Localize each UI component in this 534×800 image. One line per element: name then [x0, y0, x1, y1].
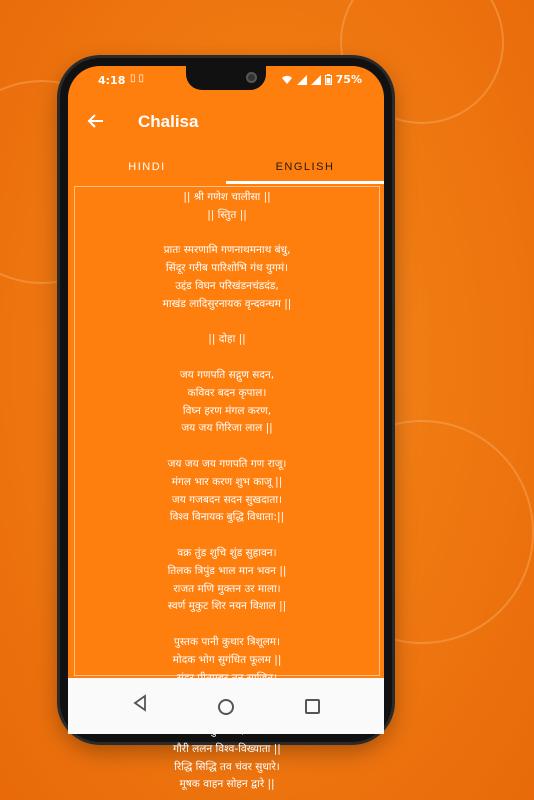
system-nav-bar [68, 678, 384, 734]
chalisa-line [75, 314, 379, 332]
chalisa-line: उद्दंड विघन परिखंडनचंडदंड, [175, 279, 279, 292]
camera-icon [246, 72, 257, 83]
chalisa-line: प्रातः स्मरणामि गणनाथमनाथ बंधु, [163, 244, 291, 257]
chalisa-line: कविवर बदन कृपाल। [187, 386, 267, 399]
battery-percentage: 75% [335, 73, 362, 86]
chalisa-line: सिंदूर गरीब पारिशोभि गंध युगमं। [165, 262, 289, 275]
wifi-icon [281, 75, 293, 85]
chalisa-line: वक्र तुंड शुचि शुंड सुहावन। [177, 546, 277, 559]
status-right [281, 73, 362, 86]
chalisa-line: पुस्तक पानी कुथार त्रिशूलम। [173, 635, 281, 648]
chalisa-line: जय जय गिरिजा लाल || [181, 422, 273, 435]
chalisa-line: || स्तुित || [207, 208, 247, 221]
chalisa-line: गौरी ललन विश्व-विख्याता || [173, 742, 281, 755]
phone-screen [68, 66, 384, 791]
chalisa-line: मोदक भोग सुगंधित फूलम || [172, 653, 282, 666]
arrow-left-icon[interactable] [88, 111, 104, 131]
tab-indicator [226, 181, 384, 184]
chalisa-line [75, 349, 379, 367]
signal-icon [311, 75, 321, 85]
tab-hindi[interactable]: HINDI [128, 161, 166, 173]
battery-icon [325, 74, 332, 85]
sim-card-icon: ▯▯ [130, 73, 148, 84]
chalisa-line: रिद्धि सिद्धि तव चंवर सुधारे। [174, 760, 280, 773]
chalisa-line: विश्व विनायक बुद्धि विधाता:|| [169, 511, 285, 524]
status-time: 4:18 [98, 74, 126, 87]
page-title: Chalisa [138, 112, 199, 131]
chalisa-line: जय गणपति सद्गुण सदन, [179, 368, 275, 381]
chalisa-line: मंगल भार करण शुभ काजू || [171, 475, 283, 488]
chalisa-line: मूषक वाहन सोहन द्वारे || [179, 778, 275, 791]
chalisa-line: || दोहा || [208, 333, 246, 346]
chalisa-line: स्वर्ण मुकुट शिर नयन विशाल || [167, 600, 287, 613]
chalisa-line [75, 438, 379, 456]
chalisa-line: जय जय जय गणपति गण राजू। [167, 457, 287, 470]
nav-back-button[interactable] [128, 694, 152, 718]
chalisa-line: माखंड लादिसुरनायक वृन्दवन्धम || [162, 297, 292, 310]
chalisa-line: || श्री गणेश चालीसा || [183, 191, 271, 203]
tab-english[interactable]: ENGLISH [275, 161, 335, 173]
phone-frame [60, 58, 392, 791]
signal-icon [297, 75, 307, 85]
chalisa-text-panel[interactable] [74, 186, 380, 791]
app-bar [68, 94, 384, 154]
nav-recents-button[interactable] [300, 694, 324, 718]
nav-home-button[interactable] [214, 694, 238, 718]
chalisa-line [75, 616, 379, 634]
tab-bar [68, 154, 384, 184]
chalisa-line: राजत मणि मुक्तन उर माला। [173, 582, 281, 595]
chalisa-line [75, 225, 379, 243]
chalisa-line: तिलक त्रिपुंड भाल मान भवन || [167, 564, 287, 577]
chalisa-line [75, 527, 379, 545]
chalisa-line: विघ्न हरण मंगल करण, [182, 404, 272, 417]
status-bar [68, 66, 384, 94]
chalisa-line: जय गजबदन सदन सुखदाता। [171, 493, 283, 506]
